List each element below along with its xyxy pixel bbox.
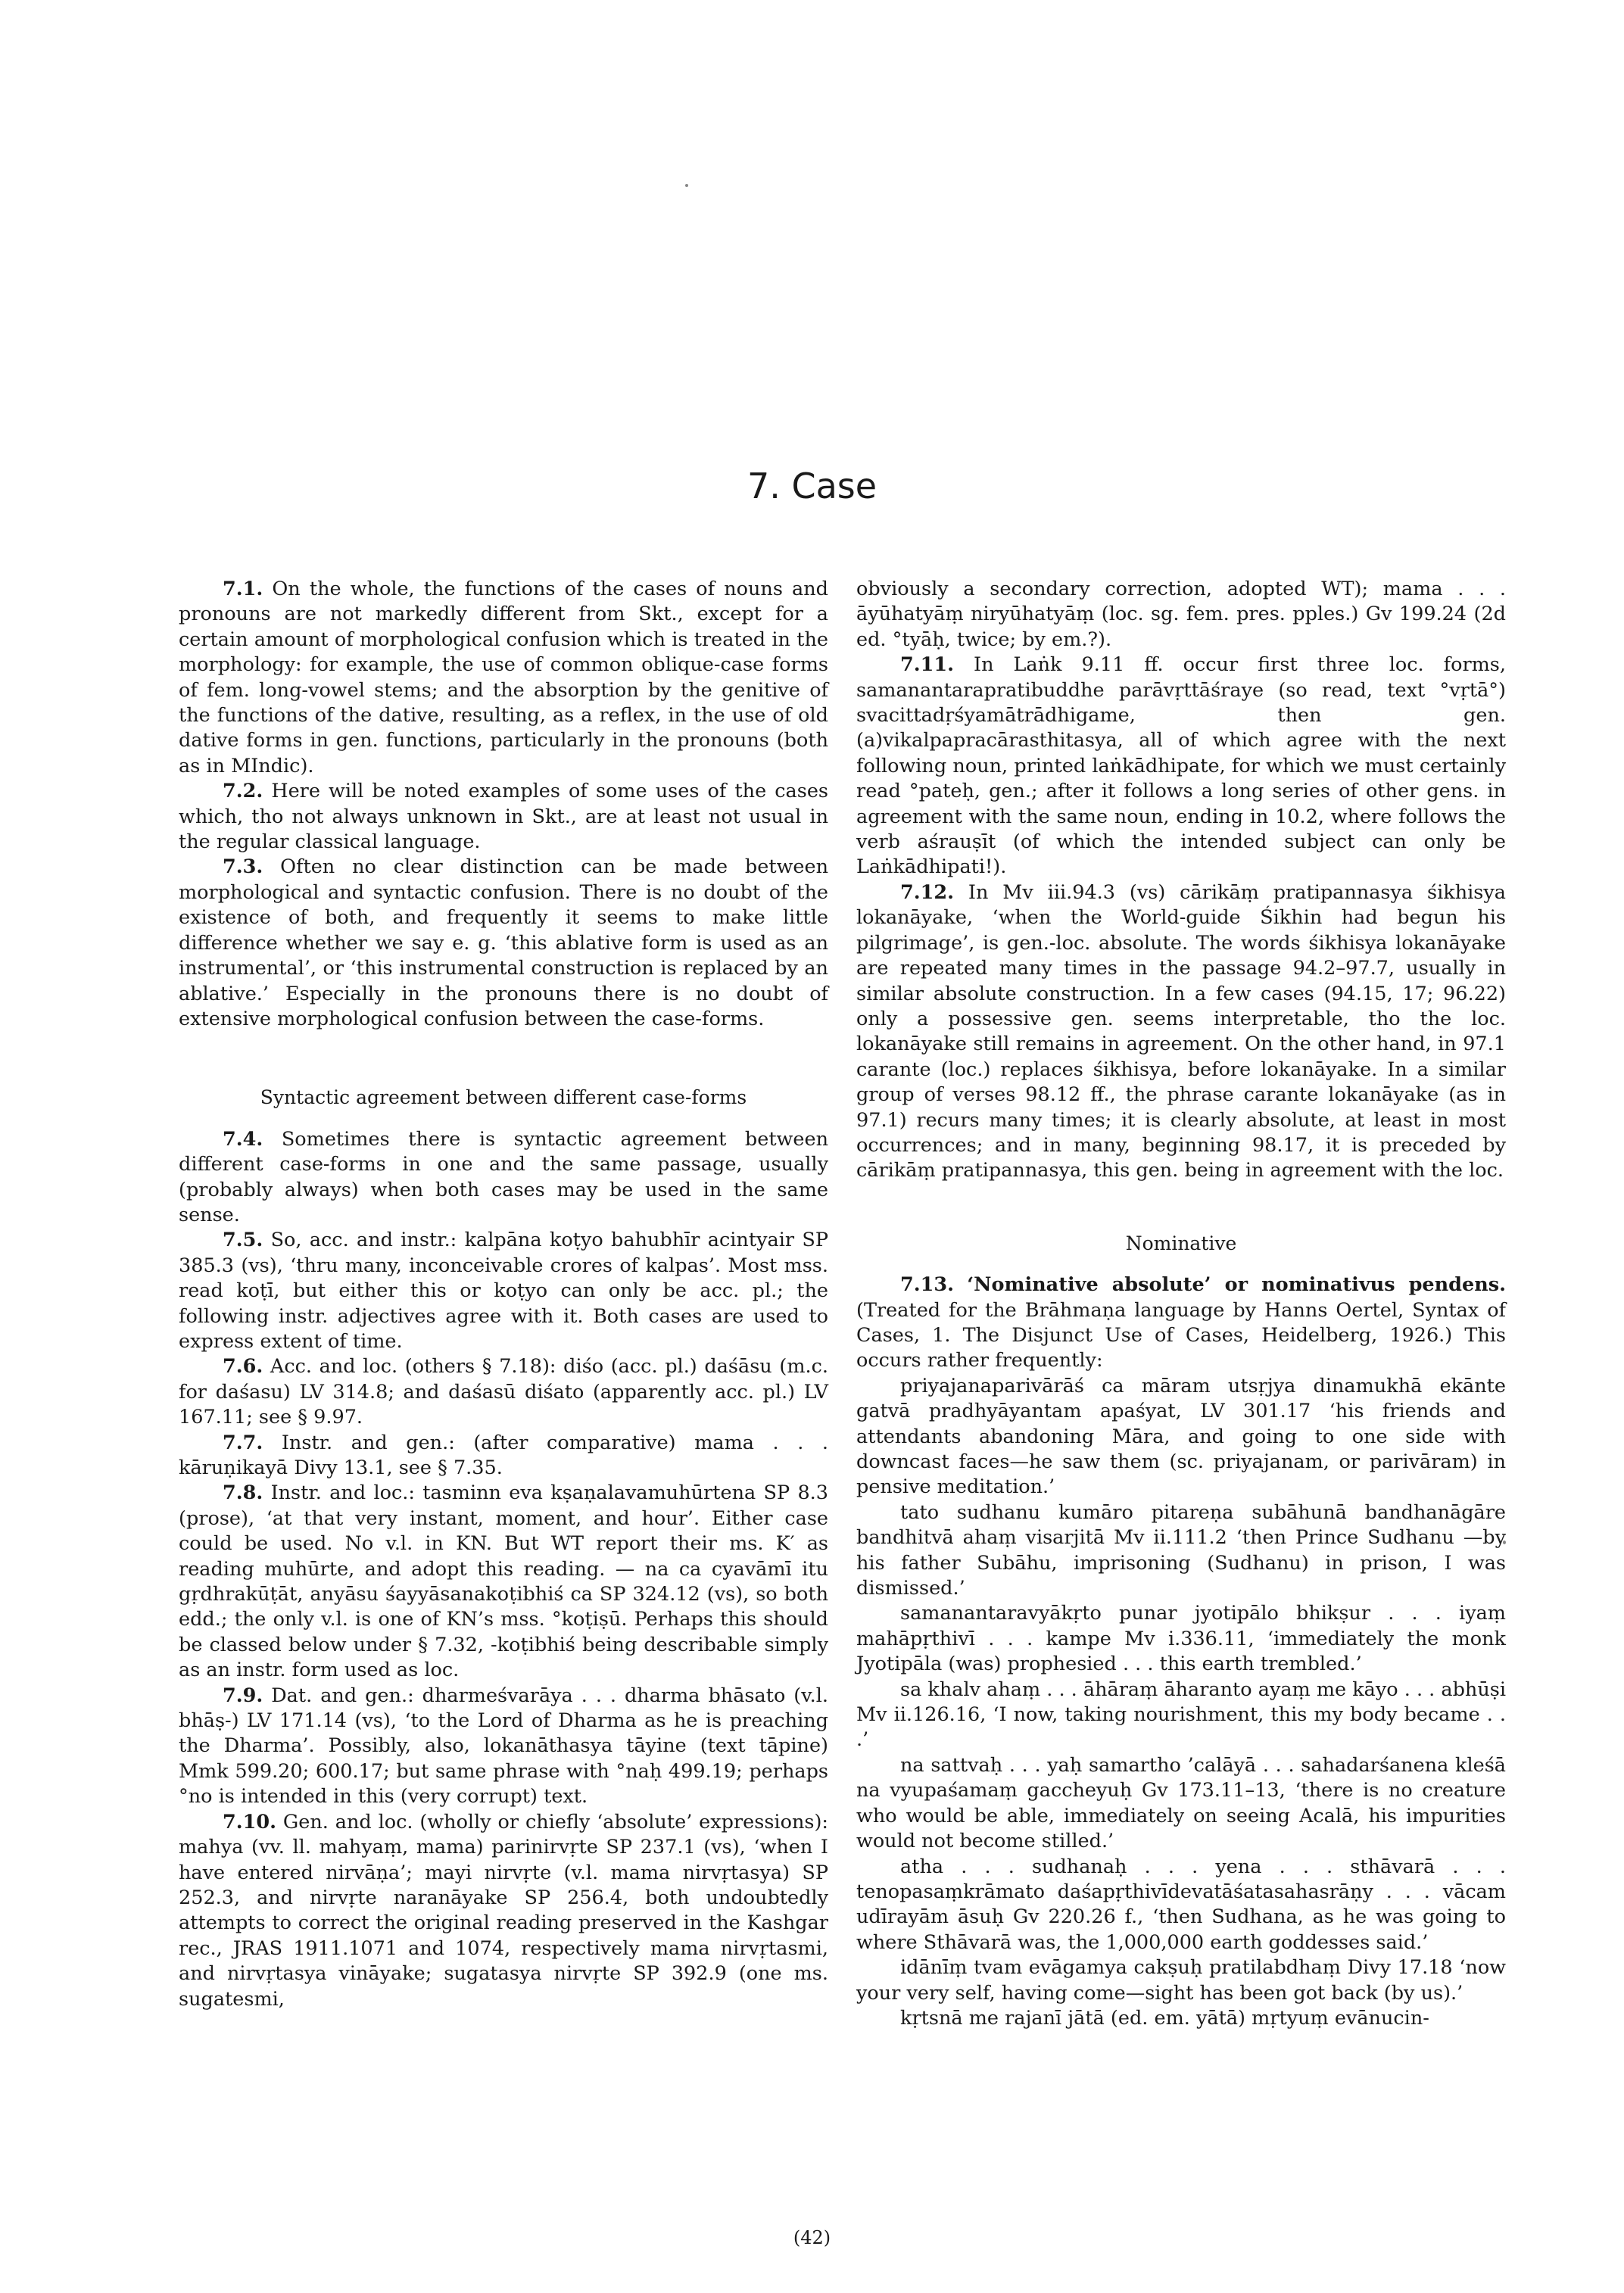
- paragraph-7-10: 7.10. Gen. and loc. (wholly or chiefly ‘absolute’ expressions): mahya (vv. ll. mahyaṃ, mama) parinirvṛte SP 237.1 (vs), ‘when I have entered nirvāṇa’; mayi nirvṛte (v.l. mama nirvṛtasya) SP 252.3, and nirvṛte naranāyake SP 256.4, both undoubtedly attempts to correct the original reading preserved in the Kashgar rec., JRAS 1911.1071 and 1074, respectively mama nirvṛtasmi, and nirvṛtasya vināyake; sugatasya nirvṛte SP 392.9 (one ms. sugatesmi,: [179, 1810, 828, 2011]
- chapter-title: 7. Case: [747, 466, 877, 506]
- left-column: [179, 577, 828, 2012]
- example-1: priyajanaparivārāś ca māram utsṛjya dinamukhā ekānte gatvā pradhyāyantam apaśyat, LV 301.17 ‘his friends and attendants abandoning Māra, and going to one side with downcast faces—he saw them (sc. priyajanam, or parivāram) in pensive meditation.’: [856, 1374, 1506, 1499]
- paragraph-7-10-continued: obviously a secondary correction, adopted WT); mama . . . āyūhatyāṃ niryūhatyāṃ (loc. sg. fem. pres. pples.) Gv 199.24 (2d ed. °tyāḥ, twice; by em.?).: [856, 578, 1506, 651]
- paragraph-7-2: 7.2. Here will be noted examples of some uses of the cases which, tho not always unknown in Skt., are at least not usual in the regular classical language.: [179, 780, 828, 854]
- paragraph-7-6: 7.6. Acc. and loc. (others § 7.18): diśo (acc. pl.) daśāsu (m.c. for daśasu) LV 314.8; and daśasū diśato (apparently acc. pl.) LV 167.11; see § 9.97.: [179, 1355, 828, 1429]
- section-heading-syntactic-agreement: Syntactic agreement between different case-forms: [260, 1086, 747, 1109]
- example-8: kṛtsnā me rajanī jātā (ed. em. yātā) mṛtyuṃ evānucin-: [900, 2006, 1429, 2030]
- example-2: tato sudhanu kumāro pitareṇa subāhunā bandhanāgāre bandhitvā ahaṃ visarjitā Mv ii.111.2 ‘then Prince Sudhanu —by his father Subāhu, imprisoning (Sudhanu) in prison, I was dismissed.’: [856, 1500, 1506, 1600]
- paragraph-7-3: 7.3. Often no clear distinction can be made between morphological and syntactic confusion. There is no doubt of the existence of both, and frequently it seems to make little difference whether we say e. g. ‘this ablative form is used as an instrumental’, or ‘this instrumental construction is replaced by an ablative.’ Especially in the pronouns there is no doubt of extensive morphological confusion between the case-forms.: [179, 855, 829, 1030]
- paragraph-7-9: 7.9. Dat. and gen.: dharmeśvarāya . . . dharma bhāsato (v.l. bhāṣ-) LV 171.14 (vs), ‘to the Lord of Dharma as he is preaching the Dharma’. Possibly, also, lokanāthasya tāyine (text tāpine) Mmk 599.20; 600.17; but same phrase with °naḥ 499.19; perhaps °no is intended in this (very corrupt) text.: [179, 1684, 828, 1809]
- example-4: sa khalv ahaṃ . . . āhāraṃ āharanto ayaṃ me kāyo . . . abhūṣi Mv ii.126.16, ‘I now, taking nourishment, this my body became . . .’: [856, 1678, 1506, 1752]
- example-5: na sattvaḥ . . . yaḥ samartho ’calāyā . . . sahadarśanena kleśā na vyupaśamaṃ gaccheyuḥ Gv 173.11–13, ‘there is no creature who would be able, immediately on seeing Acalā, his impurities would not become stilled.’: [856, 1753, 1506, 1853]
- right-column: [856, 577, 1506, 2031]
- page-number: (42): [793, 2227, 831, 2248]
- paragraph-7-13: 7.13. ‘Nominative absolute’ or nominativus pendens. (Treated for the Brāhmaṇa language by Hanns Oertel, Syntax of Cases, 1. The Disjunct Use of Cases, Heidelberg, 1926.) This occurs rather frequently:: [856, 1273, 1507, 1372]
- paragraph-7-11: 7.11. In Laṅk 9.11 ff. occur first three loc. forms, samanantarapratibuddhe parāvṛttāśraye (so read, text °vṛtā°) svacittadṛśyamātrādhigame, then gen. (a)vikalpapracārasthitasya, all of which agree with the next following noun, printed laṅkādhipate, for which we must certainly read °pateḥ, gen.; after it follows a long series of other gens. in agreement with the same noun, ending in 10.2, where follows the verb aśrauṣīt (of which the intended subject can only be Laṅkādhipati!).: [856, 653, 1507, 879]
- paragraph-7-1: 7.1. On the whole, the functions of the cases of nouns and pronouns are not markedly different from Skt., except for a certain amount of morphological confusion which is treated in the morphology: for example, the use of common oblique-case forms of fem. long-vowel stems; and the absorption by the genitive of the functions of the dative, resulting, as a reflex, in the use of old dative forms in gen. functions, particularly in the pronouns (both as in MIndic).: [179, 578, 828, 777]
- example-3: samanantaravyākṛto punar jyotipālo bhikṣur . . . iyaṃ mahāpṛthivī . . . kampe Mv i.336.11, ‘immediately the monk Jyotipāla (was) prophesied . . . this earth trembled.’: [856, 1602, 1506, 1676]
- section-heading-nominative: Nominative: [1125, 1232, 1237, 1254]
- paragraph-7-5: 7.5. So, acc. and instr.: kalpāna koṭyo bahubhīr acintyair SP 385.3 (vs), ‘thru many, inconceivable crores of kalpas’. Most mss. read koṭī, but either this or koṭyo can only be acc. pl.; the following instr. adjectives agree with it. Both cases are used to express extent of time.: [179, 1229, 828, 1353]
- example-6: atha . . . sudhanaḥ . . . yena . . . sthāvarā . . . tenopasaṃkrāmato daśapṛthivīdevatāśatasahasrāṇy . . . vācam udīrayām āsuḥ Gv 220.26 f., ‘then Sudhana, as he was going to where Sthāvarā was, the 1,000,000 earth goddesses said.’: [856, 1855, 1506, 1954]
- paragraph-7-12: 7.12. In Mv iii.94.3 (vs) cārikāṃ pratipannasya śikhisya lokanāyake, ‘when the World-guide Śikhin had begun his pilgrimage’, is gen.-loc. absolute. The words śikhisya lokanāyake are repeated many times in the passage 94.2–97.7, usually in similar absolute construction. In a few cases (94.15, 17; 96.22) only a possessive gen. seems interpretable, tho the loc. lokanāyake still remains in agreement. On the other hand, in 97.1 carante (loc.) replaces śikhisya, before lokanāyake. In a similar group of verses 98.12 ff., the phrase carante lokanāyake (as in 97.1) recurs many times; it is clearly absolute, at least in most occurrences; and in many, beginning 98.17, it is preceded by cārikāṃ pratipannasya, this gen. being in agreement with the loc.: [856, 880, 1506, 1182]
- paragraph-7-8: 7.8. Instr. and loc.: tasminn eva kṣaṇalavamuhūrtena SP 8.3 (prose), ‘at that very instant, moment, and hour’. Either case could be used. No v.l. in KN. But WT report their ms. K′ as reading muhūrte, and adopt this reading. — na ca cyavāmī itu gṛdhrakūṭāt, anyāsu śayyāsanakoṭibhiś ca SP 324.12 (vs), so both edd.; the only v.l. is one of KN’s mss. °koṭiṣū. Perhaps this should be classed below under § 7.32, -koṭibhiś being describable simply as an instr. form used as loc.: [179, 1481, 828, 1682]
- paragraph-7-4: 7.4. Sometimes there is syntactic agreement between different case-forms in one and the same passage, usually (probably always) when both cases may be used in the same sense.: [179, 1127, 828, 1226]
- paragraph-7-7: 7.7. Instr. and gen.: (after comparative) mama . . . kāruṇikayā Divy 13.1, see § 7.35.: [179, 1431, 828, 1479]
- example-7: idānīṃ tvam evāgamya cakṣuḥ pratilabdhaṃ Divy 17.18 ‘now your very self, having come—sight has been got back (by us).’: [856, 1956, 1506, 2005]
- scan-speck: [685, 184, 688, 187]
